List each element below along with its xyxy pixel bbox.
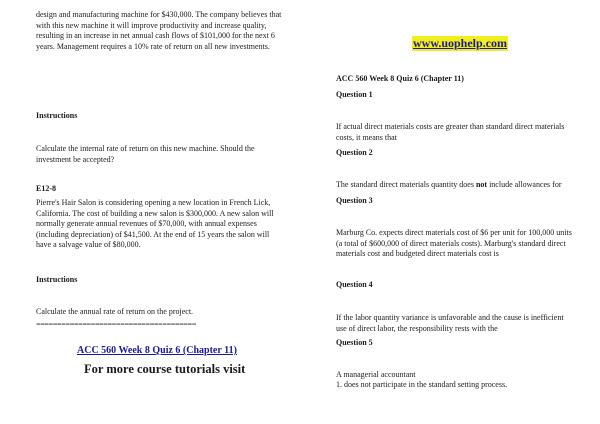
question-3-text: Marburg Co. expects direct materials cost of $6 per unit for 100,000 units (a total of $600,000 of direct materials costs). Marburg's standard direct materials cost and budgeted direct materials cost is (336, 228, 572, 258)
instructions-text-1: Calculate the internal rate of return on this new machine. Should the investment be accepted? (36, 144, 255, 164)
question-5-option-1: 1. does not participate in the standard setting process. (336, 380, 508, 389)
question-3-heading: Question 3 (336, 196, 373, 205)
question-2-heading: Question 2 (336, 148, 373, 157)
question-2-text-part1: The standard direct materials quantity does (336, 180, 476, 189)
instructions-heading-2: Instructions (36, 275, 78, 284)
instructions-text-2: Calculate the annual rate of return on the project. (36, 307, 194, 316)
question-2-text-part2: include allowances for (487, 180, 562, 189)
intro-paragraph: design and manufacturing machine for $430,000. The company believes that with this new machine it will improve productivity and increase quality, resulting in an increase in net annual cash flows of $101,000 for the next 6 years. Management requires a 10% rate of return on all new investments. (36, 10, 282, 51)
question-2-text (336, 180, 586, 191)
problem-heading: E12-8 (36, 184, 56, 193)
question-1-text: If actual direct materials costs are greater than standard direct materials costs, it means that (336, 122, 565, 142)
question-5-text: A managerial accountant (336, 370, 416, 379)
tutorials-cta: For more course tutorials visit (84, 362, 246, 376)
question-4-heading: Question 4 (336, 280, 373, 289)
question-5-heading: Question 5 (336, 338, 373, 347)
quiz-link[interactable]: ACC 560 Week 8 Quiz 6 (Chapter 11) (77, 345, 237, 356)
question-4-text: If the labor quantity variance is unfavorable and the cause is inefficient use of direct labor, the responsibility rests with the (336, 313, 564, 333)
site-link[interactable]: www.uophelp.com (413, 36, 508, 50)
separator-line: ====================================== (36, 320, 197, 329)
question-1-heading: Question 1 (336, 90, 373, 99)
problem-text: Pierre's Hair Salon is considering opening a new location in French Lick, California. The cost of building a new salon is $300,000. A new salon will normally generate annual revenues of $70,000, with annual expenses (including depreciation) of $41,500. At the end of 15 years the salon will have a salvage value of $80,000. (36, 198, 274, 249)
quiz-title: ACC 560 Week 8 Quiz 6 (Chapter 11) (336, 74, 464, 83)
instructions-heading-1: Instructions (36, 111, 78, 120)
question-2-text-emphasis: not (475, 180, 488, 189)
